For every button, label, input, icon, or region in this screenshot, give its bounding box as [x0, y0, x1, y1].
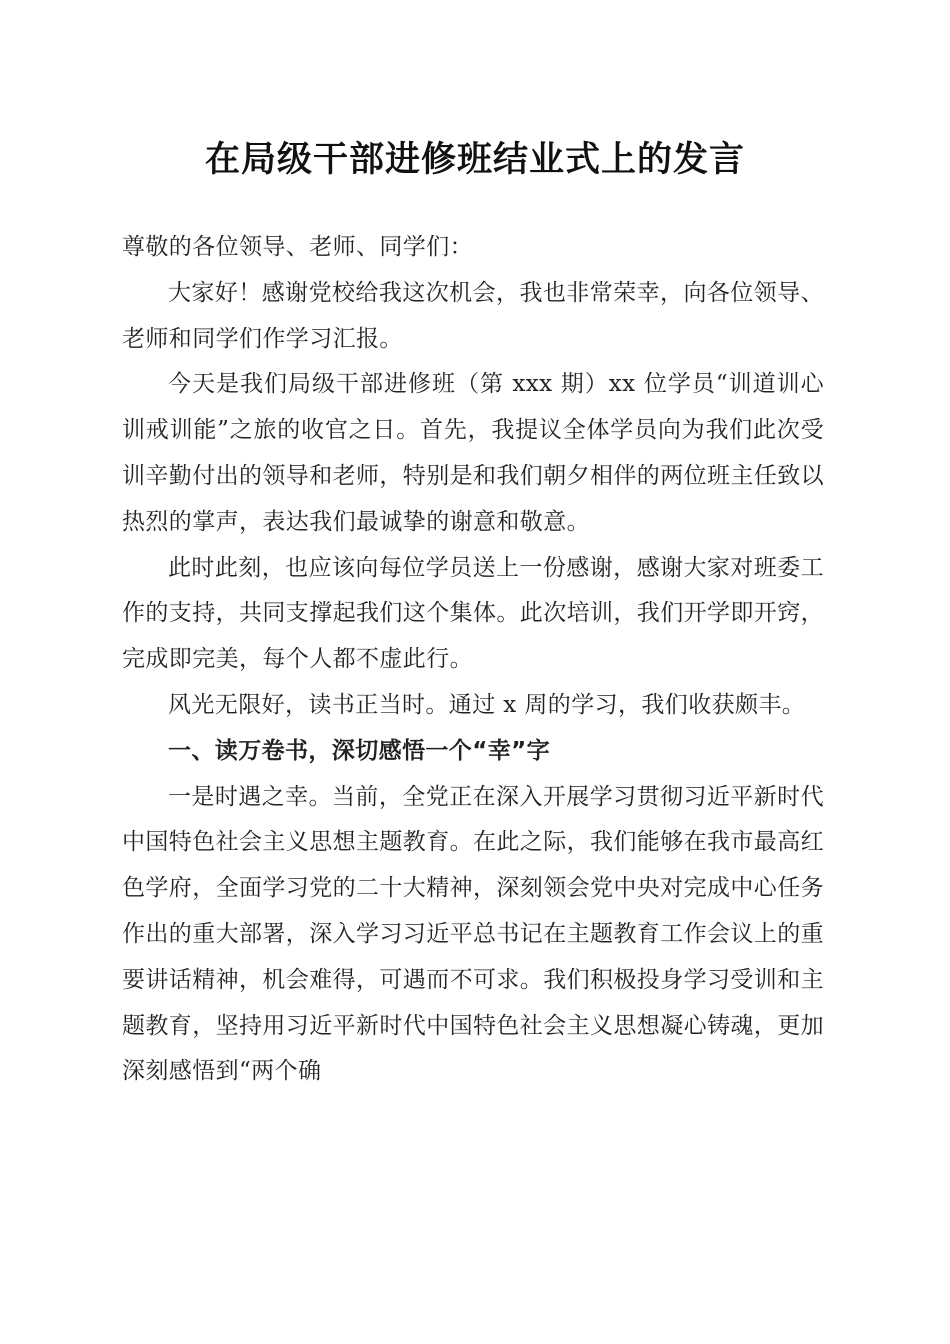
salutation: 尊敬的各位领导、老师、同学们： — [122, 234, 473, 260]
document-title: 在局级干部进修班结业式上的发言 — [204, 139, 745, 180]
section-heading: 一、读万卷书，深切感悟一个“幸”字 — [168, 737, 551, 764]
paragraph-thanks: 此时此刻，也应该向每位学员送上一份感谢，感谢大家对班委工作的支持，共同支撑起我们这个集体。此次培训，我们开学即开窍，完成即完美，每个人都不虚此行。 — [122, 554, 824, 673]
paragraph-harvest: 风光无限好，读书正当时。通过 x 周的学习，我们收获颇丰。 — [168, 691, 806, 718]
paragraph-introduction: 今天是我们局级干部进修班（第 xxx 期）xx 位学员“训道训心训戒训能”之旅的收官之日。首先，我提议全体学员向为我们此次受训辛勤付出的领导和老师，特别是和我们朝夕相伴的两位班主任致以热烈的掌声，表达我们最诚挚的谢意和敬意。 — [122, 371, 824, 535]
document-body — [122, 225, 824, 1095]
paragraph-greeting: 大家好！感谢党校给我这次机会，我也非常荣幸，向各位领导、老师和同学们作学习汇报。 — [122, 279, 824, 352]
paragraph-section-one: 一是时遇之幸。当前，全党正在深入开展学习贯彻习近平新时代中国特色社会主义思想主题教育。在此之际，我们能够在我市最高红色学府，全面学习党的二十大精神，深刻领会党中央对完成中心任务作出的重大部署，深入学习习近平总书记在主题教育工作会议上的重要讲话精神，机会难得，可遇而不可求。我们积极投身学习受训和主题教育，坚持用习近平新时代中国特色社会主义思想凝心铸魂，更加深刻感悟到“两个确 — [122, 783, 824, 1085]
